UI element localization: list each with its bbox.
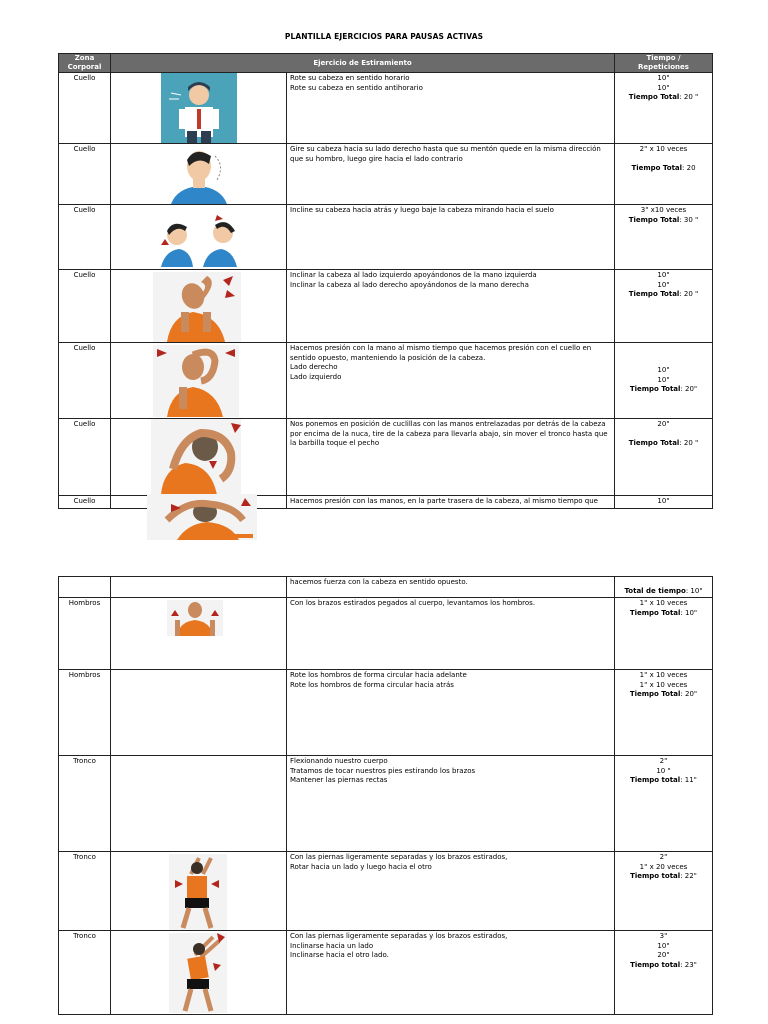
squat-neck-stretch-illustration: [151, 419, 241, 495]
exercise-header: Ejercicio de Estiramiento: [111, 54, 615, 73]
side-bend-illustration: [169, 933, 227, 1013]
table-row: [59, 343, 713, 419]
image-cell: [111, 931, 287, 1015]
image-cell: [111, 73, 287, 144]
time-cell: 10" 10" Tiempo Total: 20": [615, 343, 713, 419]
image-cell: [111, 270, 287, 343]
exercise-cell: Con los brazos estirados pegados al cuerpo, levantamos los hombros.: [287, 598, 615, 670]
exercise-cell: Gire su cabeza hacia su lado derecho hasta que su mentón quede en la misma dirección que su hombro, luego gire hacia el lado contrario: [287, 144, 615, 205]
image-cell: [111, 144, 287, 205]
page-title: PLANTILLA EJERCICIOS PARA PAUSAS ACTIVAS: [284, 32, 484, 41]
zone-cell: [59, 577, 111, 598]
table-row: [59, 419, 713, 496]
exercise-cell: Hacemos presión con la mano al mismo tiempo que hacemos presión con el cuello en sentido opuesto, manteniendo la posición de la cabeza. Lado derecho Lado izquierdo: [287, 343, 615, 419]
head-turn-illustration: [165, 146, 233, 204]
table-row: [59, 577, 713, 598]
businessman-illustration: [161, 73, 237, 143]
image-cell: [111, 419, 287, 496]
image-cell: [111, 598, 287, 670]
time-cell: 2" x 10 veces Tiempo Total: 20: [615, 144, 713, 205]
time-cell: 10" 10" Tiempo Total: 20 ": [615, 73, 713, 144]
zone-header: Zona Corporal: [59, 54, 111, 73]
image-cell: [111, 343, 287, 419]
table-row: [59, 756, 713, 852]
time-cell: Total de tiempo: 10": [615, 577, 713, 598]
table-row: [59, 598, 713, 670]
image-cell: [111, 205, 287, 270]
image-cell: [111, 670, 287, 756]
exercise-cell: Inclinar la cabeza al lado izquierdo apoyándonos de la mano izquierda Inclinar la cabeza al lado derecho apoyándonos de la mano derecha: [287, 270, 615, 343]
time-cell: 1" x 10 veces Tiempo Total: 10": [615, 598, 713, 670]
image-cell: [111, 496, 287, 509]
back-head-press-illustration: [147, 494, 257, 540]
table-row: [59, 73, 713, 144]
time-cell: 20" Tiempo Total: 20 ": [615, 419, 713, 496]
time-cell: 3" x10 veces Tiempo Total: 30 ": [615, 205, 713, 270]
zone-cell: Cuello: [59, 73, 111, 144]
zone-cell: Cuello: [59, 496, 111, 509]
table-row: [59, 496, 713, 509]
time-cell: 10": [615, 496, 713, 509]
zone-cell: Cuello: [59, 144, 111, 205]
exercise-table-1: [58, 53, 713, 509]
zone-cell: Hombros: [59, 598, 111, 670]
shoulder-raise-illustration: [167, 600, 223, 636]
time-cell: 10" 10" Tiempo Total: 20 ": [615, 270, 713, 343]
exercise-cell: Rote su cabeza en sentido horario Rote su cabeza en sentido antihorario: [287, 73, 615, 144]
time-cell: 2" 1" x 20 veces Tiempo total: 22": [615, 852, 713, 931]
table-row: [59, 270, 713, 343]
exercise-cell: Con las piernas ligeramente separadas y los brazos estirados, Rotar hacia un lado y luego hacia el otro: [287, 852, 615, 931]
time-header: Tiempo / Repeticiones: [615, 54, 713, 73]
time-cell: 2" 10 " Tiempo total: 11": [615, 756, 713, 852]
image-cell: [111, 756, 287, 852]
zone-cell: Cuello: [59, 205, 111, 270]
time-cell: 1" x 10 veces 1" x 10 veces Tiempo Total: 20": [615, 670, 713, 756]
exercise-cell: Nos ponemos en posición de cuclillas con las manos entrelazadas por detrás de la cabeza por encima de la nuca, tire de la cabeza para llevarla abajo, sin mover el tronco hasta que la barbilla toque el pecho: [287, 419, 615, 496]
zone-cell: Cuello: [59, 343, 111, 419]
image-cell: [111, 577, 287, 598]
zone-cell: Cuello: [59, 419, 111, 496]
exercise-cell: hacemos fuerza con la cabeza en sentido opuesto.: [287, 577, 615, 598]
exercise-cell: Flexionando nuestro cuerpo Tratamos de tocar nuestros pies estirando los brazos Mantener las piernas rectas: [287, 756, 615, 852]
time-cell: 3" 10" 20" Tiempo total: 23": [615, 931, 713, 1015]
exercise-table-2: [58, 576, 713, 1015]
table-row: [59, 670, 713, 756]
exercise-cell: Rote los hombros de forma circular hacia adelante Rote los hombros de forma circular hacia atrás: [287, 670, 615, 756]
neck-press-illustration: [153, 345, 239, 417]
zone-cell: Tronco: [59, 852, 111, 931]
exercise-cell: Con las piernas ligeramente separadas y los brazos estirados, Inclinarse hacia un lado Inclinarse hacia el otro lado.: [287, 931, 615, 1015]
head-tilt-illustration: [157, 211, 241, 267]
zone-cell: Cuello: [59, 270, 111, 343]
zone-cell: Tronco: [59, 756, 111, 852]
table-row: [59, 205, 713, 270]
table-row: [59, 144, 713, 205]
exercise-cell: Incline su cabeza hacia atrás y luego baje la cabeza mirando hacia el suelo: [287, 205, 615, 270]
zone-cell: Tronco: [59, 931, 111, 1015]
table-row: [59, 931, 713, 1015]
image-cell: [111, 852, 287, 931]
table-row: [59, 852, 713, 931]
torso-rotation-illustration: [169, 854, 227, 930]
zone-cell: Hombros: [59, 670, 111, 756]
side-neck-stretch-illustration: [153, 272, 241, 342]
exercise-cell: Hacemos presión con las manos, en la parte trasera de la cabeza, al mismo tiempo que: [287, 496, 615, 509]
